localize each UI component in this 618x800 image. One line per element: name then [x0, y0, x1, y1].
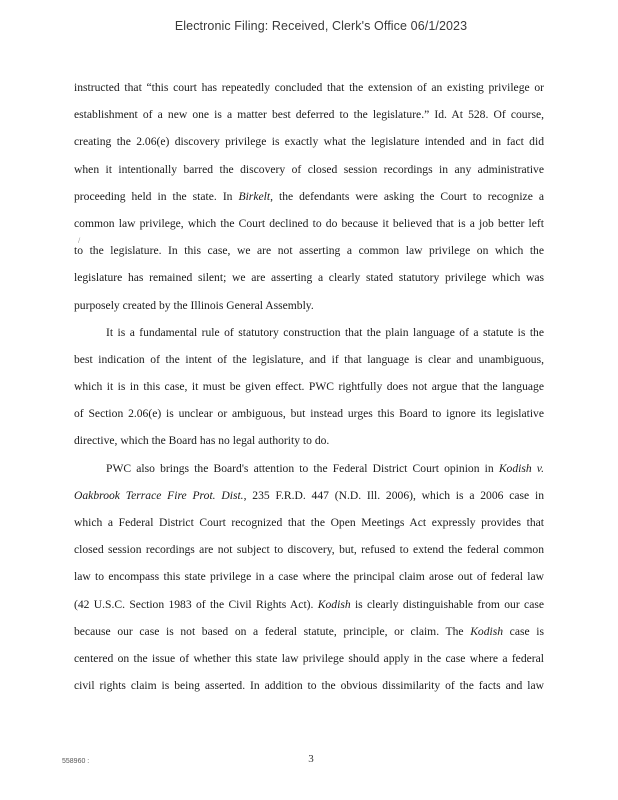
body-line: of Section 2.06(e) is unclear or ambiguous, but instead urges this Board to ignore its legislative	[74, 407, 544, 421]
body-line: because our case is not based on a federal statute, principle, or claim. The Kodish case is	[74, 624, 544, 638]
body-line: common law privilege, which the Court declined to do because it believed that is a job better left	[74, 216, 544, 230]
body-line: best indication of the intent of the legislature, and if that language is clear and unambiguous,	[74, 352, 544, 366]
body-line: which it is in this case, it must be given effect. PWC rightfully does not argue that the language	[74, 380, 544, 394]
page-number: 3	[308, 753, 314, 765]
document-id: 558960 :	[62, 758, 90, 765]
body-line: civil rights claim is being asserted. In addition to the obvious dissimilarity of the facts and law	[74, 679, 544, 693]
body-line: (42 U.S.C. Section 1983 of the Civil Rights Act). Kodish is clearly distinguishable from our case	[74, 597, 544, 611]
body-line: centered on the issue of whether this state law privilege should apply in the case where a federal	[74, 651, 544, 665]
body-line: which a Federal District Court recognized that the Open Meetings Act expressly provides that	[74, 516, 544, 529]
body-line: PWC also brings the Board's attention to the Federal District Court opinion in Kodish v.	[106, 461, 544, 475]
filing-stamp-header: Electronic Filing: Received, Clerk's Office 06/1/2023	[174, 19, 468, 33]
body-line: to the legislature. In this case, we are not asserting a common law privilege on which the	[74, 244, 544, 258]
body-line: closed session recordings are not subject to discovery, but, refused to extend the federal common	[74, 543, 544, 557]
body-line: Oakbrook Terrace Fire Prot. Dist., 235 F.R.D. 447 (N.D. Ill. 2006), which is a 2006 case in	[74, 488, 544, 502]
body-line: purposely created by the Illinois General Assembly.	[74, 298, 314, 312]
document-body	[74, 74, 544, 699]
margin-mark: /	[78, 236, 81, 245]
body-line: It is a fundamental rule of statutory construction that the plain language of a statute is the	[106, 325, 544, 339]
body-line: law to encompass this state privilege in a case where the principal claim arose out of federal law	[74, 570, 544, 584]
body-line: directive, which the Board has no legal authority to do.	[74, 434, 330, 448]
body-line: when it intentionally barred the discovery of closed session recordings in any administrative	[74, 162, 544, 176]
body-line: creating the 2.06(e) discovery privilege is exactly what the legislature intended and in fact did	[74, 135, 544, 149]
body-line: legislature has remained silent; we are asserting a clearly stated statutory privilege which was	[74, 271, 544, 285]
body-line: proceeding held in the state. In Birkelt, the defendants were asking the Court to recognize a	[74, 189, 544, 203]
body-line: instructed that “this court has repeatedly concluded that the extension of an existing privilege or	[74, 81, 544, 94]
body-line: establishment of a new one is a matter best deferred to the legislature.” Id. At 528. Of course,	[74, 108, 544, 122]
